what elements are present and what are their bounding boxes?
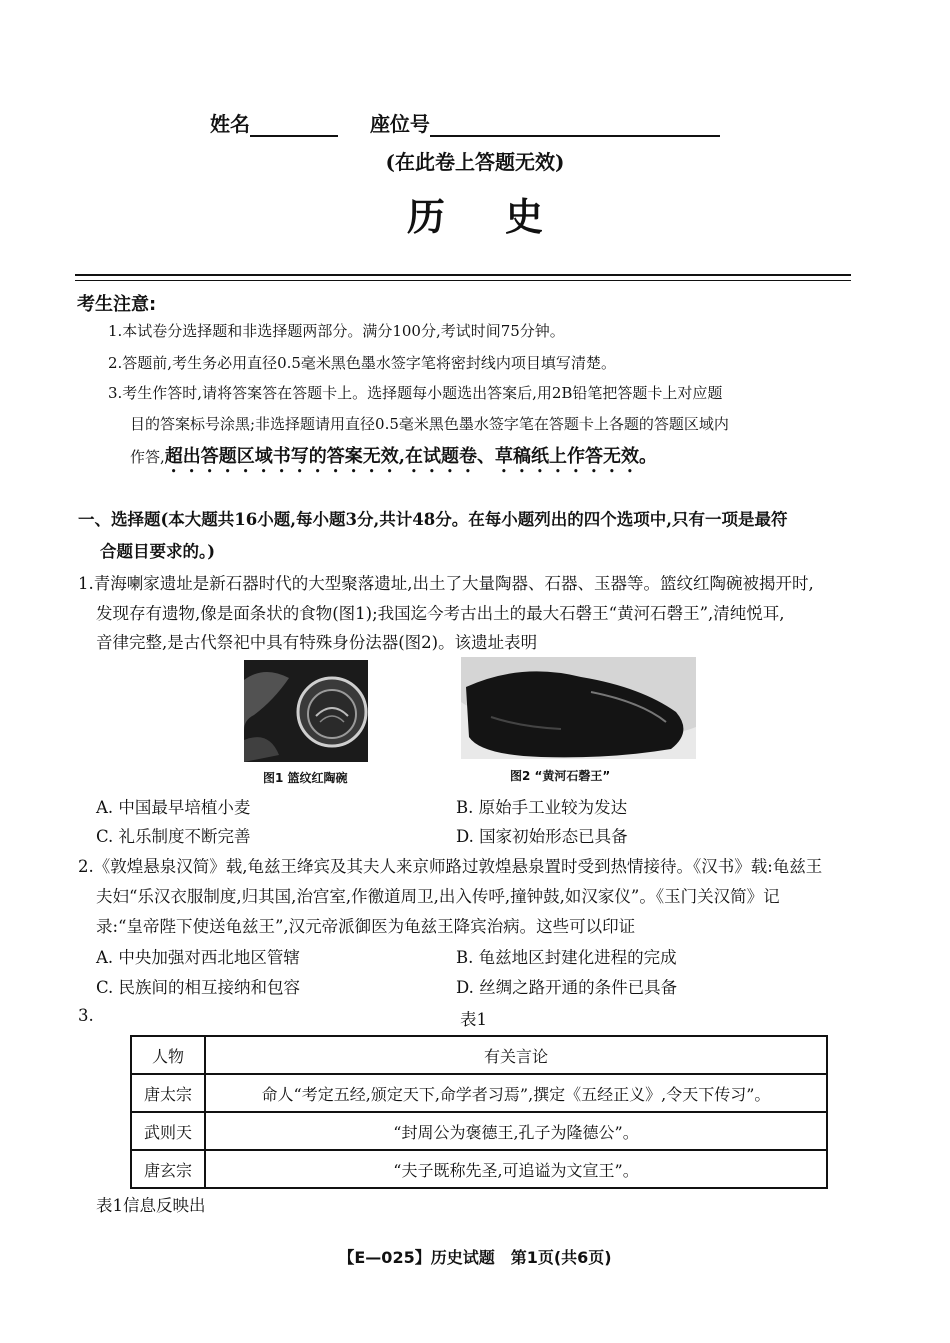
table-header-person: 人物	[131, 1036, 205, 1074]
q1-line1: 1.青海喇家遗址是新石器时代的大型聚落遗址,出土了大量陶器、石器、玉器等。篮纹红陶碗被揭开时,	[78, 574, 814, 593]
table-cell-remark: 命人“考定五经,颁定天下,命学者习焉”,撰定《五经正义》,令天下传习”。	[205, 1074, 827, 1112]
notice-emphasis: 超出答题区域书写的答案无效,在试题卷、草稿纸上作答无效。	[164, 446, 658, 467]
notice-item-3-cont: 目的答案标号涂黑;非选择题请用直径0.5毫米黑色墨水签字笔在答题卡上各题的答题区域内	[130, 415, 729, 433]
figure-2-photo	[461, 657, 696, 759]
invalid-notice: (在此卷上答题无效)	[385, 150, 565, 174]
name-blank[interactable]	[250, 115, 338, 137]
figure-2-caption: 图2 “黄河石磬王”	[510, 769, 611, 783]
figure-1-photo	[244, 660, 368, 762]
subject-title: 历史	[406, 194, 603, 239]
table-1	[130, 1035, 828, 1189]
notice-item-2: 2.答题前,考生务必用直径0.5毫米黑色墨水签字笔将密封线内项目填写清楚。	[108, 354, 616, 372]
q1-line3: 音律完整,是古代祭祀中具有特殊身份法器(图2)。该遗址表明	[96, 633, 538, 652]
notice-item-1: 1.本试卷分选择题和非选择题两部分。满分100分,考试时间75分钟。	[108, 322, 565, 340]
table-cell-remark: “夫子既称先圣,可追谥为文宣王”。	[205, 1150, 827, 1188]
notice-item-3: 3.考生作答时,请将答案答在答题卡上。选择题每小题选出答案后,用2B铅笔把答题卡上对应题	[108, 384, 723, 402]
section-title-line2: 合题目要求的。)	[100, 542, 216, 561]
notice-item-3-end	[130, 442, 657, 477]
q2-option-d[interactable]: D. 丝绸之路开通的条件已具备	[456, 978, 678, 997]
name-seat-line	[210, 108, 720, 137]
q2-option-c[interactable]: C. 民族间的相互接纳和包容	[96, 978, 301, 997]
notice-item-3-tail: 作答,	[130, 448, 165, 466]
q3-stem: 表1信息反映出	[96, 1196, 206, 1215]
table-cell-remark: “封周公为褒德王,孔子为隆德公”。	[205, 1112, 827, 1150]
table-header-remarks: 有关言论	[205, 1036, 827, 1074]
q1-option-c[interactable]: C. 礼乐制度不断完善	[96, 827, 251, 846]
table-1-title: 表1	[460, 1010, 487, 1029]
notice-title: 考生注意:	[77, 294, 157, 315]
table-row	[131, 1074, 827, 1112]
table-row	[131, 1112, 827, 1150]
q1-line2: 发现存有遗物,像是面条状的食物(图1);我国迄今考古出土的最大石磬王“黄河石磬王”,清纯悦耳,	[96, 604, 785, 623]
divider-thin	[75, 280, 851, 281]
table-cell-person: 唐太宗	[131, 1074, 205, 1112]
figure-1-caption: 图1 篮纹红陶碗	[263, 771, 348, 785]
q1-option-a[interactable]: A. 中国最早培植小麦	[96, 798, 251, 817]
q2-line1: 2.《敦煌悬泉汉简》载,龟兹王绛宾及其夫人来京师路过敦煌悬泉置时受到热情接待。《汉书》载:龟兹王	[78, 857, 823, 876]
page-footer: 【E—025】历史试题 第1页(共6页)	[338, 1248, 612, 1267]
q2-option-a[interactable]: A. 中央加强对西北地区管辖	[96, 948, 300, 967]
table-cell-person: 武则天	[131, 1112, 205, 1150]
q1-option-d[interactable]: D. 国家初始形态已具备	[456, 827, 628, 846]
seat-blank[interactable]	[430, 115, 720, 137]
table-cell-person: 唐玄宗	[131, 1150, 205, 1188]
divider-thick	[75, 274, 851, 276]
q2-line2: 夫妇“乐汉衣服制度,归其国,治宫室,作徼道周卫,出入传呼,撞钟鼓,如汉家仪”。《玉门关汉简》记	[96, 887, 780, 906]
table-header-row	[131, 1036, 827, 1074]
q2-option-b[interactable]: B. 龟兹地区封建化进程的完成	[456, 948, 677, 967]
q2-line3: 录:“皇帝陛下使送龟兹王”,汉元帝派御医为龟兹王降宾治病。这些可以印证	[96, 917, 636, 936]
q3-number: 3.	[78, 1006, 94, 1025]
q1-option-b[interactable]: B. 原始手工业较为发达	[456, 798, 628, 817]
name-label: 姓名	[210, 112, 250, 136]
seat-label: 座位号	[369, 112, 430, 136]
table-row	[131, 1150, 827, 1188]
section-title-line1: 一、选择题(本大题共16小题,每小题3分,共计48分。在每小题列出的四个选项中,只有一项是最符	[78, 510, 788, 529]
